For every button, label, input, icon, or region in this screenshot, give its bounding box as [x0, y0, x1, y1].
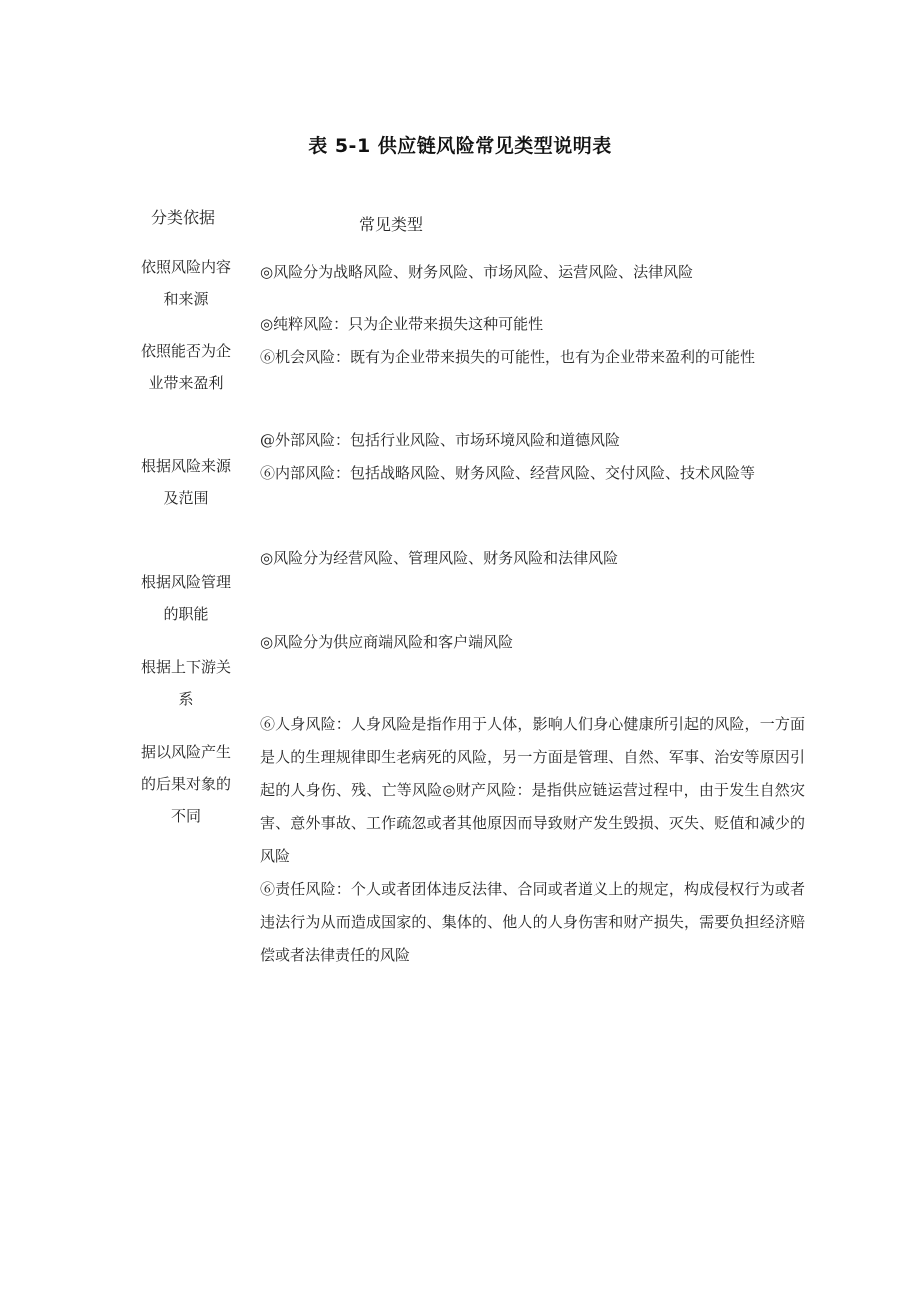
- category-3: 根据风险来源及范围: [140, 457, 231, 507]
- category-5: 根据上下游关系: [140, 658, 231, 708]
- column-header-types: 常见类型: [359, 215, 424, 234]
- entry-2-line-1: ◎纯粹风险：只为企业带来损失这种可能性: [260, 315, 544, 333]
- entry-1: [260, 256, 805, 289]
- entry-3: [260, 424, 805, 490]
- entry-3-line-1: @外部风险：包括行业风险、市场环境风险和道德风险: [260, 431, 621, 449]
- entry-6-line-1: ⑥人身风险：人身风险是指作用于人体，影响人们身心健康所引起的风险，一方面是人的生理规律即生老病死的风险，另一方面是管理、自然、军事、治安等原因引起的人身伤、残、亡等风险◎财产风险：是指供应链运营过程中，由于发生自然灾害、意外事故、工作疏忽或者其他原因而导致财产发生毁损、灭失、贬值和减少的风险: [260, 715, 805, 865]
- page-title: 表 5-1 供应链风险常见类型说明表: [308, 135, 612, 157]
- category-2: 依照能否为企业带来盈利: [140, 342, 231, 392]
- entry-6-line-2: ⑥责任风险：个人或者团体违反法律、合同或者道义上的规定，构成侵权行为或者违法行为从而造成国家的、集体的、他人的人身伤害和财产损失，需要负担经济赔偿或者法律责任的风险: [260, 880, 805, 964]
- entry-5-line-1: ◎风险分为供应商端风险和客户端风险: [260, 633, 514, 651]
- entry-3-line-2: ⑥内部风险：包括战略风险、财务风险、经营风险、交付风险、技术风险等: [260, 464, 756, 482]
- entry-6: [260, 708, 805, 972]
- entry-2-line-2: ⑥机会风险：既有为企业带来损失的可能性，也有为企业带来盈利的可能性: [260, 348, 756, 366]
- entry-1-line-1: ◎风险分为战略风险、财务风险、市场风险、运营风险、法律风险: [260, 263, 694, 281]
- entry-5: [260, 626, 805, 659]
- entry-4: [260, 542, 805, 575]
- category-4: 根据风险管理的职能: [140, 573, 231, 623]
- category-1: 依照风险内容和来源: [140, 258, 231, 308]
- entry-2: [260, 308, 805, 374]
- column-header-basis: 分类依据: [151, 208, 216, 227]
- category-6: 据以风险产生的后果对象的不同: [140, 743, 231, 825]
- entry-4-line-1: ◎风险分为经营风险、管理风险、财务风险和法律风险: [260, 549, 619, 567]
